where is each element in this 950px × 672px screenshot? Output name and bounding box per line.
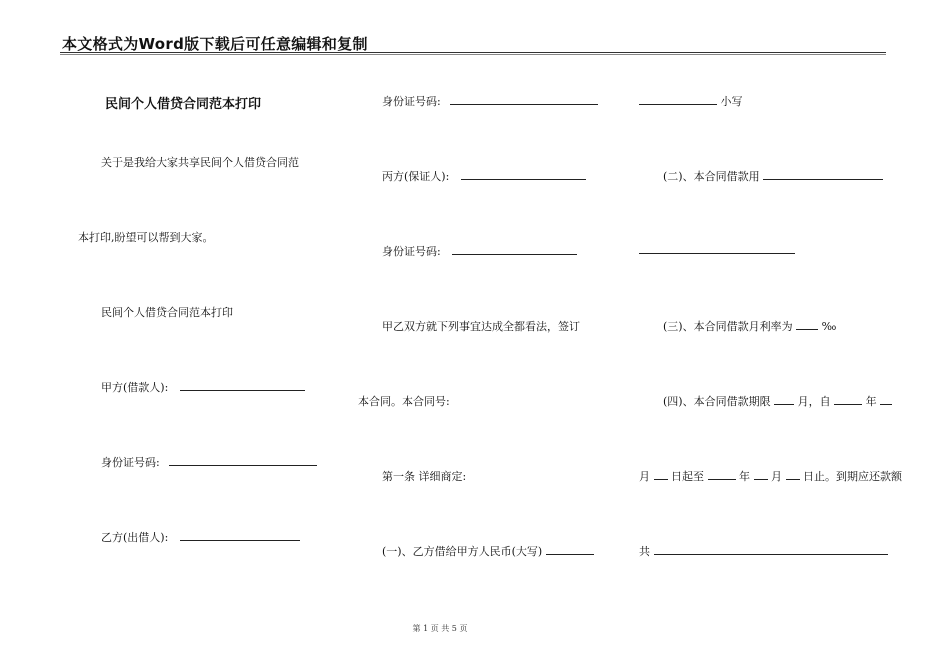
start-day-blank (654, 469, 668, 480)
item-3-line (663, 318, 836, 334)
header-rule (60, 52, 886, 53)
id-c-line (382, 243, 577, 259)
party-c-label: 丙方(保证人): (382, 170, 450, 183)
item-4-label: (四)、本合同借款期限 (663, 395, 771, 408)
start-month-blank (880, 394, 892, 405)
item-2-line (663, 168, 883, 184)
end-month-blank (754, 469, 768, 480)
item-2-continuation-blank (639, 243, 795, 254)
intro-text-2: 本打印,盼望可以帮到大家。 (78, 231, 214, 244)
total-line (639, 543, 888, 559)
total-label: 共 (639, 545, 650, 558)
term-end-label: 日止。到期应还款额 (803, 470, 902, 483)
id-a-blank (169, 455, 317, 466)
party-a-line (101, 379, 305, 395)
id-a-label: 身份证号码: (101, 456, 160, 469)
item-4-from: 月，自 (797, 395, 831, 408)
party-b-blank (180, 530, 300, 541)
interest-rate-blank (796, 319, 818, 330)
lower-amount-label: 小写 (720, 95, 743, 108)
agreement-text-2: 本合同。本合同号: (358, 395, 450, 408)
item-4-line (663, 393, 892, 409)
item-2-label: (二)、本合同借款用 (663, 170, 760, 183)
item-1-label: (一)、乙方借给甲方人民币(大写) (382, 545, 543, 558)
page-number: 第 1 页 共 5 页 (412, 624, 468, 633)
end-day-blank (786, 469, 800, 480)
document-title: 民间个人借贷合同范本打印 (105, 97, 262, 112)
party-a-blank (180, 380, 305, 391)
lower-amount-line (639, 93, 743, 109)
article-1-heading: 第一条 详细商定: (382, 470, 467, 483)
term-year-label: 年 (739, 470, 750, 483)
total-blank (654, 544, 888, 555)
per-mille-sign: ‰ (821, 320, 837, 333)
term-month-label: 月 (639, 470, 650, 483)
id-a-line (101, 454, 317, 470)
term-end-month-label: 月 (771, 470, 782, 483)
subtitle: 民间个人借贷合同范本打印 (101, 306, 233, 319)
header-rule-secondary (60, 54, 886, 55)
party-b-label: 乙方(出借人): (101, 531, 169, 544)
page-header-title: 本文格式为Word版下载后可任意编辑和复制 (62, 35, 368, 53)
item-1-line (382, 543, 594, 559)
party-a-label: 甲方(借款人): (101, 381, 169, 394)
id-c-blank (452, 244, 577, 255)
item-4-year: 年 (865, 395, 877, 408)
start-year-blank (834, 394, 862, 405)
item-2-blank (763, 169, 883, 180)
end-year-blank (708, 469, 736, 480)
item-3-label: (三)、本合同借款月利率为 (663, 320, 793, 333)
id-b-line (382, 93, 598, 109)
id-c-label: 身份证号码: (382, 245, 441, 258)
item-1-blank (546, 544, 594, 555)
lower-amount-blank (639, 94, 717, 105)
term-months-blank (774, 394, 794, 405)
term-dates-line (639, 468, 902, 484)
id-b-blank (450, 94, 598, 105)
term-from-label: 日起至 (671, 470, 704, 483)
party-c-blank (461, 169, 586, 180)
party-c-line (382, 168, 586, 184)
party-b-line (101, 529, 300, 545)
intro-text-1: 关于是我给大家共享民间个人借贷合同范 (101, 156, 299, 169)
agreement-text-1: 甲乙双方就下列事宜达成全都看法，签订 (382, 320, 580, 333)
item-2-continuation (639, 243, 795, 257)
id-b-label: 身份证号码: (382, 95, 441, 108)
